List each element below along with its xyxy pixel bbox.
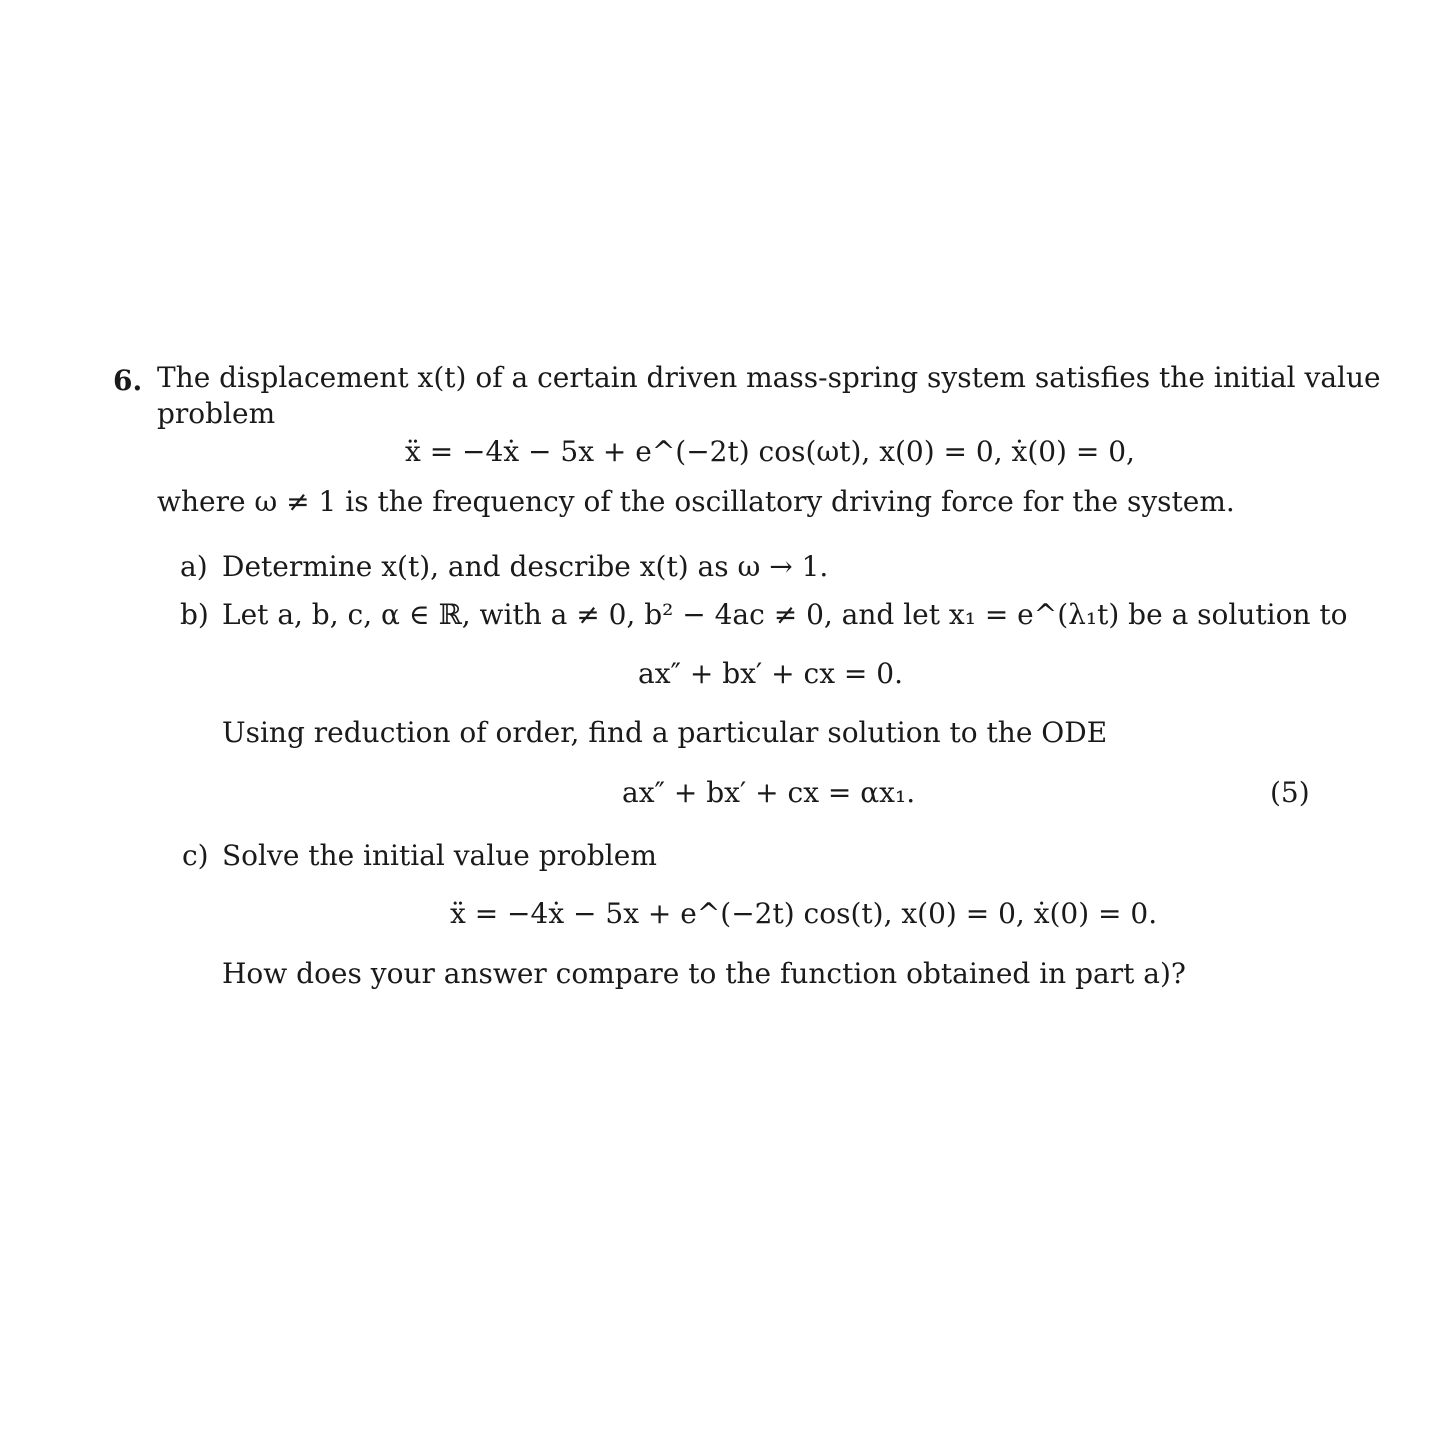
part-c-label: c) [182,839,209,872]
ivp-equation: ẍ = −4ẋ − 5x + e^(−2t) cos(ωt), x(0) = 0, ẋ(0) = 0, [405,435,1135,468]
problem-intro-line2: problem [157,397,276,430]
where-clause: where ω ≠ 1 is the frequency of the oscillatory driving force for the system. [157,485,1235,518]
particular-ode-equation: ax″ + bx′ + cx = αx₁. [622,776,916,809]
equation-number: (5) [1270,776,1310,809]
part-c-text2: How does your answer compare to the function obtained in part a)? [222,957,1186,990]
part-c-text: Solve the initial value problem [222,839,657,872]
part-b-label: b) [180,598,209,631]
part-b-text2: Using reduction of order, find a particular solution to the ODE [222,716,1108,749]
part-a-label: a) [180,550,208,583]
resonant-ivp-equation: ẍ = −4ẋ − 5x + e^(−2t) cos(t), x(0) = 0, ẋ(0) = 0. [450,897,1158,930]
homogeneous-ode-equation: ax″ + bx′ + cx = 0. [638,657,903,690]
part-b-text: Let a, b, c, α ∈ ℝ, with a ≠ 0, b² − 4ac ≠ 0, and let x₁ = e^(λ₁t) be a solution to [222,598,1348,631]
part-a-text: Determine x(t), and describe x(t) as ω → 1. [222,550,829,583]
problem-number: 6. [113,364,143,397]
problem-intro-line1: The displacement x(t) of a certain driven mass-spring system satisfies the initial value [157,361,1381,394]
